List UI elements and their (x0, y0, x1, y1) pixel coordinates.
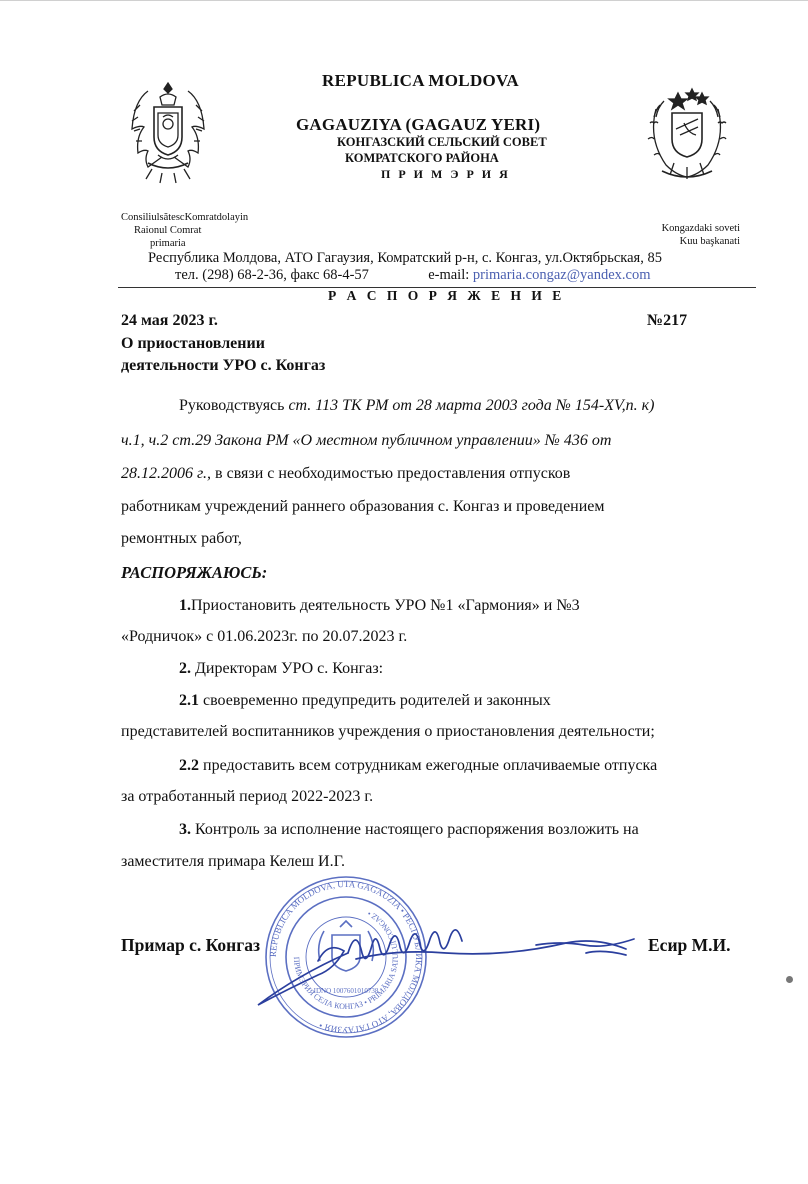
item3-line2: заместителя примара Келеш И.Г. (121, 853, 346, 870)
item21-number: 2.1 (179, 692, 199, 709)
item3-line1 (179, 821, 639, 839)
right-block-line1: Kongazdaki soveti (661, 223, 740, 234)
item2-text: Директорам УРО с. Конгаз: (191, 660, 384, 677)
preamble-line2: ч.1, ч.2 ст.29 Закона РМ «О местном публичном управлении» № 436 от (121, 432, 612, 449)
preamble-ref: ст. 113 ТК РМ от 28 марта 2003 года № 154-XV,п. к) (288, 397, 655, 414)
gagauzia-coat-of-arms-icon (636, 79, 738, 183)
stamp-outer-text: REPUBLICA MOLDOVA, UTA GAGAUZIA • РЕСПУБЛИКА МОЛДОВА, АТО ГАГАУЗИЯ • (267, 878, 425, 1036)
item21-line2: представителей воспитанников учреждения о приостановления деятельности; (121, 723, 655, 740)
preamble-line4: работникам учреждений раннего образования с. Конгаз и проведением (121, 498, 605, 515)
item22-number: 2.2 (179, 757, 199, 774)
moldova-coat-of-arms-icon (118, 77, 218, 187)
handwritten-signature-icon (236, 913, 644, 1013)
item21-line1 (179, 692, 551, 710)
order-word: РАСПОРЯЖАЮСЬ: (121, 563, 268, 582)
left-block-line2: Raionul Comrat (134, 225, 202, 236)
item22-text: предоставить всем сотрудникам ежегодные оплачиваемые отпуска (199, 757, 658, 774)
stamp-idno: IDNO 1007601010738 (313, 987, 379, 995)
phone-fax: тел. (298) 68-2-36, факс 68-4-57 (175, 267, 369, 283)
header-council: КОНГАЗСКИЙ СЕЛЬСКИЙ СОВЕТ (337, 135, 547, 149)
document-number: №217 (647, 312, 688, 329)
document-type: Р А С П О Р Я Ж Е Н И Е (328, 288, 565, 303)
item2-line (179, 660, 383, 678)
item1-line2: «Родничок» с 01.06.2023г. по 20.07.2023 г. (121, 628, 408, 645)
address-line: Республика Молдова, АТО Гагаузия, Комратский р-н, с. Конгаз, ул.Октябрьская, 85 (148, 250, 662, 266)
item21-text: своевременно предупредить родителей и законных (199, 692, 551, 709)
header-office: П Р И М Э Р И Я (381, 167, 511, 181)
preamble-text-3: в связи с необходимостью предоставления отпусков (211, 465, 571, 482)
item1-line1 (179, 597, 580, 615)
signatory-name: Есир М.И. (648, 935, 731, 955)
item1-number: 1. (179, 597, 191, 614)
preamble-date: 28.12.2006 г., (121, 465, 212, 482)
preamble-line5: ремонтных работ, (121, 530, 242, 547)
stamp-inner-text: ПРИМЭРИЯ СЕЛА КОНГАЗ • PRIMĂRIA SATULUI CONGAZ • (291, 908, 401, 1012)
left-block-line1: ConsiliulsătescKomratdolayin (121, 212, 249, 223)
left-block-line3: primaria (150, 238, 186, 249)
cursor-marker (786, 976, 793, 983)
item2-number: 2. (179, 660, 191, 677)
preamble-line1 (179, 397, 654, 415)
right-block-line2: Kuu başkanati (679, 236, 740, 247)
header-region: GAGAUZIYA (GAGAUZ YERI) (296, 115, 541, 134)
signatory-position: Примар с. Конгаз (121, 935, 260, 955)
email-link[interactable]: primaria.congaz@yandex.com (472, 267, 651, 283)
item22-line2: за отработанный период 2022-2023 г. (121, 788, 374, 805)
contact-line (175, 267, 651, 284)
subject-line2: деятельности УРО с. Конгаз (121, 357, 326, 374)
item22-line1 (179, 757, 657, 775)
preamble-line3 (121, 465, 570, 483)
preamble-text: Руководствуясь (179, 397, 289, 414)
subject-line1: О приостановлении (121, 335, 265, 352)
header-country: REPUBLICA MOLDOVA (322, 71, 520, 90)
email-label: e-mail: (428, 267, 470, 283)
item1-text: Приостановить деятельность УРО №1 «Гармония» и №3 (191, 597, 580, 614)
item3-number: 3. (179, 821, 191, 838)
header-district: КОМРАТСКОГО РАЙОНА (345, 151, 499, 165)
document-date: 24 мая 2023 г. (121, 312, 218, 329)
item3-text: Контроль за исполнение настоящего распоряжения возложить на (191, 821, 639, 838)
